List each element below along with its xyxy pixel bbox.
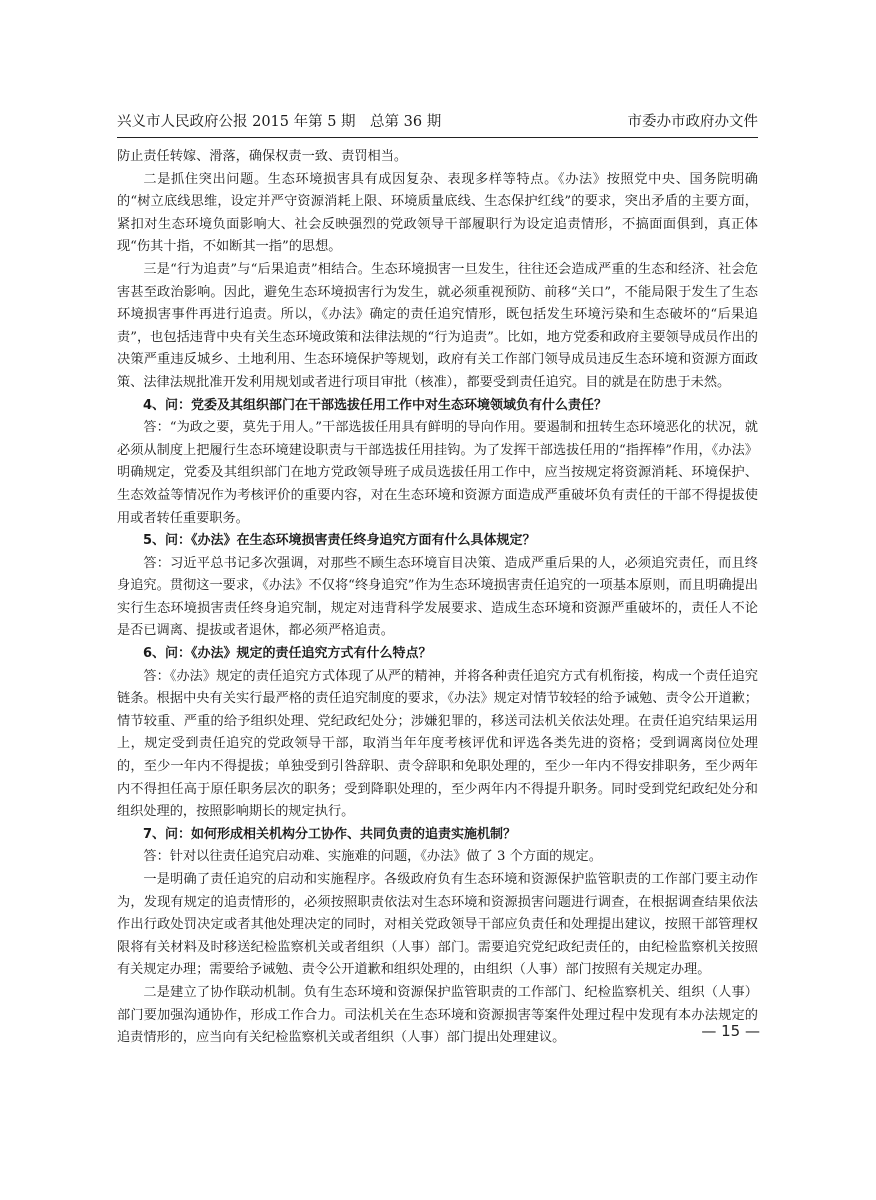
question-heading: 4、问：党委及其组织部门在干部选拔任用工作中对生态环境领域负有什么责任？ [143, 397, 608, 413]
question-heading: 7、问：如何形成相关机构分工协作、共同负责的追责实施机制？ [143, 826, 517, 842]
body-paragraph: 二是建立了协作联动机制。负有生态环境和资源保护监管职责的工作部门、纪检监察机关、组织（人事）部门要加强沟通协作，形成工作合力。司法机关在生态环境和资源损害等案件处理过程中发现有本办法规定的追责情形的，应当向有关纪检监察机关或者组织（人事）部门提出处理建议。 [117, 984, 758, 1046]
body-paragraph: 答：“为政之要，莫先于用人。”干部选拔任用具有鲜明的导向作用。要遏制和扭转生态环境恶化的状况，就必须从制度上把履行生态环境建设职责与干部选拔任用挂钩。为了发挥干部选拔任用的“指挥棒”作用，《办法》明确规定，党委及其组织部门在地方党政领导班子成员选拔任用工作中，应当按规定将资源消耗、环境保护、生态效益等情况作为考核评价的重要内容，对在生态环境和资源方面造成严重破坏负有责任的干部不得提拔使用或者转任重要职务。 [117, 420, 758, 526]
body-paragraph: 答：《办法》规定的责任追究方式体现了从严的精神，并将各种责任追究方式有机衔接，构成一个责任追究链条。根据中央有关实行最严格的责任追究制度的要求，《办法》规定对情节较轻的给予诫勉、责令公开道歉；情节较重、严重的给予组织处理、党纪政纪处分；涉嫌犯罪的，移送司法机关依法处理。在责任追究结果运用上，规定受到责任追究的党政领导干部，取消当年年度考核评优和评选各类先进的资格；受到调离岗位处理的，至少一年内不得提拔；单独受到引咎辞职、责令辞职和免职处理的，至少一年内不得安排职务，至少两年内不得担任高于原任职务层次的职务；受到降职处理的，至少两年内不得提升职务。同时受到党纪政纪处分和组织处理的，按照影响期长的规定执行。 [117, 668, 758, 820]
body-paragraph: 三是“行为追责”与“后果追责”相结合。生态环境损害一旦发生，往往还会造成严重的生态和经济、社会危害甚至政治影响。因此，避免生态环境损害行为发生，就必须重视预防、前移“关口”，不能局限于发生了生态环境损害事件再进行追责。所以，《办法》确定的责任追究情形，既包括发生环境污染和生态破坏的“后果追责”，也包括违背中央有关生态环境政策和法律法规的“行为追责”。比如，地方党委和政府主要领导成员作出的决策严重违反城乡、土地利用、生态环境保护等规划，政府有关工作部门领导成员违反生态环境和资源方面政策、法律法规批准开发利用规划或者进行项目审批（核准），都要受到责任追究。目的就是在防患于未然。 [117, 261, 758, 390]
header-publication: 兴义市人民政府公报 2015 年第 5 期 总第 36 期 [117, 114, 442, 130]
body-paragraph: 二是抓住突出问题。生态环境损害具有成因复杂、表现多样等特点。《办法》按照党中央、国务院明确的“树立底线思维，设定并严守资源消耗上限、环境质量底线、生态保护红线”的要求，突出矛盾的主要方面，紧扣对生态环境负面影响大、社会反映强烈的党政领导干部履职行为设定追责情形，不搞面面俱到，真正体现“伤其十指，不如断其一指”的思想。 [117, 171, 758, 255]
body-paragraph: 防止责任转嫁、滑落，确保权责一致、责罚相当。 [117, 149, 408, 164]
question-heading: 5、问：《办法》在生态环境损害责任终身追究方面有什么具体规定？ [143, 533, 536, 549]
body-paragraph: 一是明确了责任追究的启动和实施程序。各级政府负有生态环境和资源保护监管职责的工作部门要主动作为，发现有规定的追责情形的，必须按照职责依法对生态环境和资源损害问题进行调查，在根据调查结果依法作出行政处罚决定或者其他处理决定的同时，对相关党政领导干部应负责任和处理提出建议，按照干部管理权限将有关材料及时移送纪检监察机关或者组织（人事）部门。需要追究党纪政纪责任的，由纪检监察机关按照有关规定办理；需要给予诫勉、责令公开道歉和组织处理的，由组织（人事）部门按照有关规定办理。 [117, 872, 758, 978]
header-section: 市委办市政府办文件 [627, 114, 758, 130]
page-header [117, 110, 758, 138]
body-paragraph: 答：针对以往责任追究启动难、实施难的问题，《办法》做了 3 个方面的规定。 [143, 849, 602, 865]
page-number: — 15 — [701, 1022, 760, 1040]
body-paragraph: 答：习近平总书记多次强调，对那些不顾生态环境盲目决策、造成严重后果的人，必须追究责任，而且终身追究。贯彻这一要求，《办法》不仅将“终身追究”作为生态环境损害责任追究的一项基本原则，而且明确提出实行生态环境损害责任终身追究制，规定对违背科学发展要求、造成生态环境和资源严重破坏的，责任人不论是否已调离、提拔或者退休，都必须严格追责。 [117, 555, 758, 639]
question-heading: 6、问：《办法》规定的责任追究方式有什么特点？ [143, 646, 432, 662]
article-body [117, 146, 758, 1050]
